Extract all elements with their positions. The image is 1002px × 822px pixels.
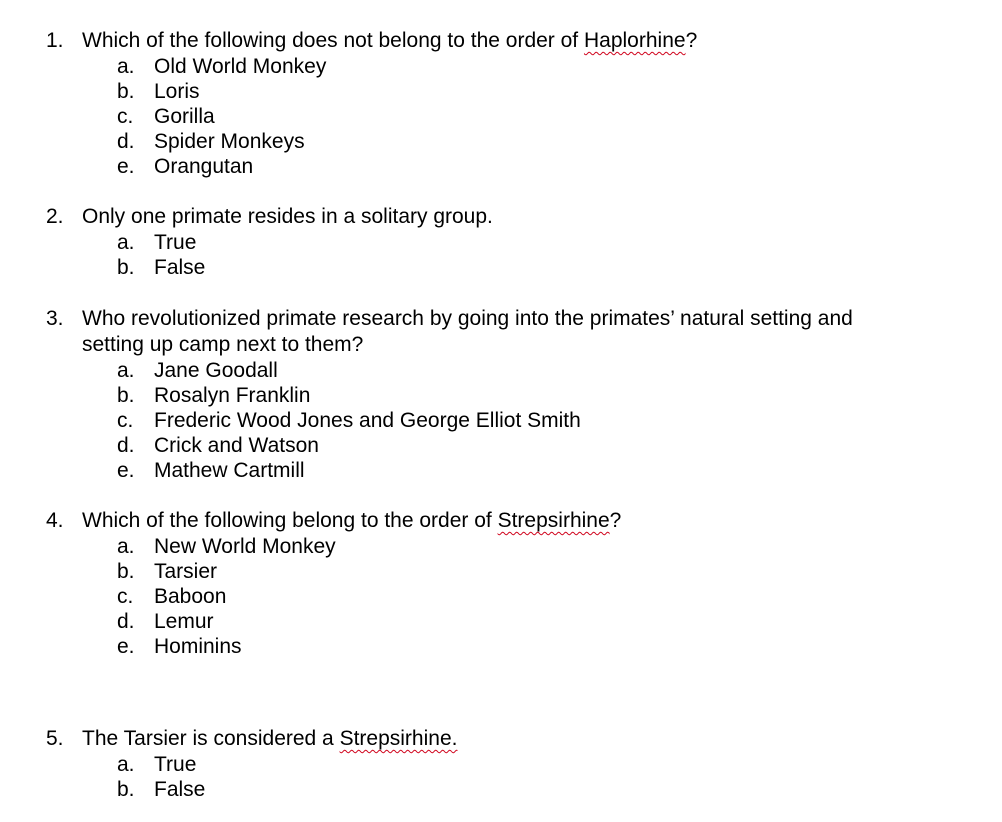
question-text xyxy=(82,726,457,752)
question-3-stem-continued xyxy=(0,332,1002,358)
option-letter: a. xyxy=(117,359,135,382)
option-letter: a. xyxy=(117,231,135,254)
question-text: Who revolutionized primate research by going into the primates’ natural setting and xyxy=(82,307,853,330)
option-text: True xyxy=(154,753,197,776)
option-text: Baboon xyxy=(154,585,227,608)
question-1 xyxy=(0,28,1002,179)
question-2-stem xyxy=(0,204,1002,230)
option-b xyxy=(0,383,1002,408)
option-letter: b. xyxy=(117,560,135,583)
option-a xyxy=(0,230,1002,255)
question-text-part: Which of the following does not belong to the order of xyxy=(82,29,584,52)
question-5 xyxy=(0,726,1002,802)
flagged-word-punctuation: . xyxy=(451,727,458,750)
question-3 xyxy=(0,306,1002,483)
option-letter: c. xyxy=(117,409,134,432)
option-letter: b. xyxy=(117,384,135,407)
question-text-part: ? xyxy=(685,29,698,52)
option-letter: e. xyxy=(117,155,135,178)
option-text: Orangutan xyxy=(154,155,254,178)
option-text: Mathew Cartmill xyxy=(154,459,305,482)
question-text-part: The Tarsier is considered a xyxy=(82,727,340,750)
option-d xyxy=(0,433,1002,458)
option-letter: d. xyxy=(117,130,135,153)
option-text: False xyxy=(154,256,206,279)
question-text: Only one primate resides in a solitary group. xyxy=(82,205,493,228)
option-text: Lemur xyxy=(154,610,214,633)
flagged-word-text: Strepsirhine xyxy=(339,727,452,750)
option-a xyxy=(0,358,1002,383)
option-text: False xyxy=(154,778,206,801)
option-c xyxy=(0,104,1002,129)
option-a xyxy=(0,534,1002,559)
option-c xyxy=(0,584,1002,609)
question-number: 1. xyxy=(46,29,64,52)
question-number: 2. xyxy=(46,205,64,228)
option-letter: a. xyxy=(117,753,135,776)
option-a xyxy=(0,752,1002,777)
option-text: Old World Monkey xyxy=(154,55,327,78)
option-letter: d. xyxy=(117,610,135,633)
option-d xyxy=(0,609,1002,634)
question-text xyxy=(82,28,697,54)
spellcheck-flagged-word[interactable]: Strepsirhine xyxy=(497,509,610,532)
option-text: Loris xyxy=(154,80,200,103)
option-letter: a. xyxy=(117,535,135,558)
option-e xyxy=(0,154,1002,179)
option-letter: b. xyxy=(117,256,135,279)
question-1-stem xyxy=(0,28,1002,54)
question-number: 4. xyxy=(46,509,64,532)
question-text-part: Which of the following belong to the order of xyxy=(82,509,498,532)
option-text: True xyxy=(154,231,197,254)
option-letter: a. xyxy=(117,55,135,78)
option-text: Tarsier xyxy=(154,560,218,583)
option-b xyxy=(0,255,1002,280)
option-letter: b. xyxy=(117,80,135,103)
question-number: 3. xyxy=(46,307,64,330)
option-letter: c. xyxy=(117,105,134,128)
question-4 xyxy=(0,508,1002,659)
question-4-stem xyxy=(0,508,1002,534)
question-text: setting up camp next to them? xyxy=(82,333,364,356)
option-letter: e. xyxy=(117,635,135,658)
option-a xyxy=(0,54,1002,79)
option-letter: c. xyxy=(117,585,134,608)
question-text-part: ? xyxy=(609,509,622,532)
option-text: Jane Goodall xyxy=(154,359,278,382)
option-e xyxy=(0,458,1002,483)
question-2 xyxy=(0,204,1002,280)
option-text: Frederic Wood Jones and George Elliot Smith xyxy=(154,409,581,432)
option-b xyxy=(0,79,1002,104)
spellcheck-flagged-word[interactable]: Haplorhine xyxy=(583,29,686,52)
spellcheck-flagged-word[interactable] xyxy=(340,727,458,750)
option-b xyxy=(0,777,1002,802)
option-letter: b. xyxy=(117,778,135,801)
option-b xyxy=(0,559,1002,584)
option-c xyxy=(0,408,1002,433)
question-number: 5. xyxy=(46,727,64,750)
option-text: New World Monkey xyxy=(154,535,336,558)
option-text: Spider Monkeys xyxy=(154,130,305,153)
option-text: Gorilla xyxy=(154,105,215,128)
question-text xyxy=(82,508,621,534)
option-e xyxy=(0,634,1002,659)
option-text: Crick and Watson xyxy=(154,434,319,457)
option-text: Hominins xyxy=(154,635,242,658)
question-3-stem xyxy=(0,306,1002,332)
option-text: Rosalyn Franklin xyxy=(154,384,311,407)
question-5-stem xyxy=(0,726,1002,752)
option-letter: d. xyxy=(117,434,135,457)
option-d xyxy=(0,129,1002,154)
option-letter: e. xyxy=(117,459,135,482)
